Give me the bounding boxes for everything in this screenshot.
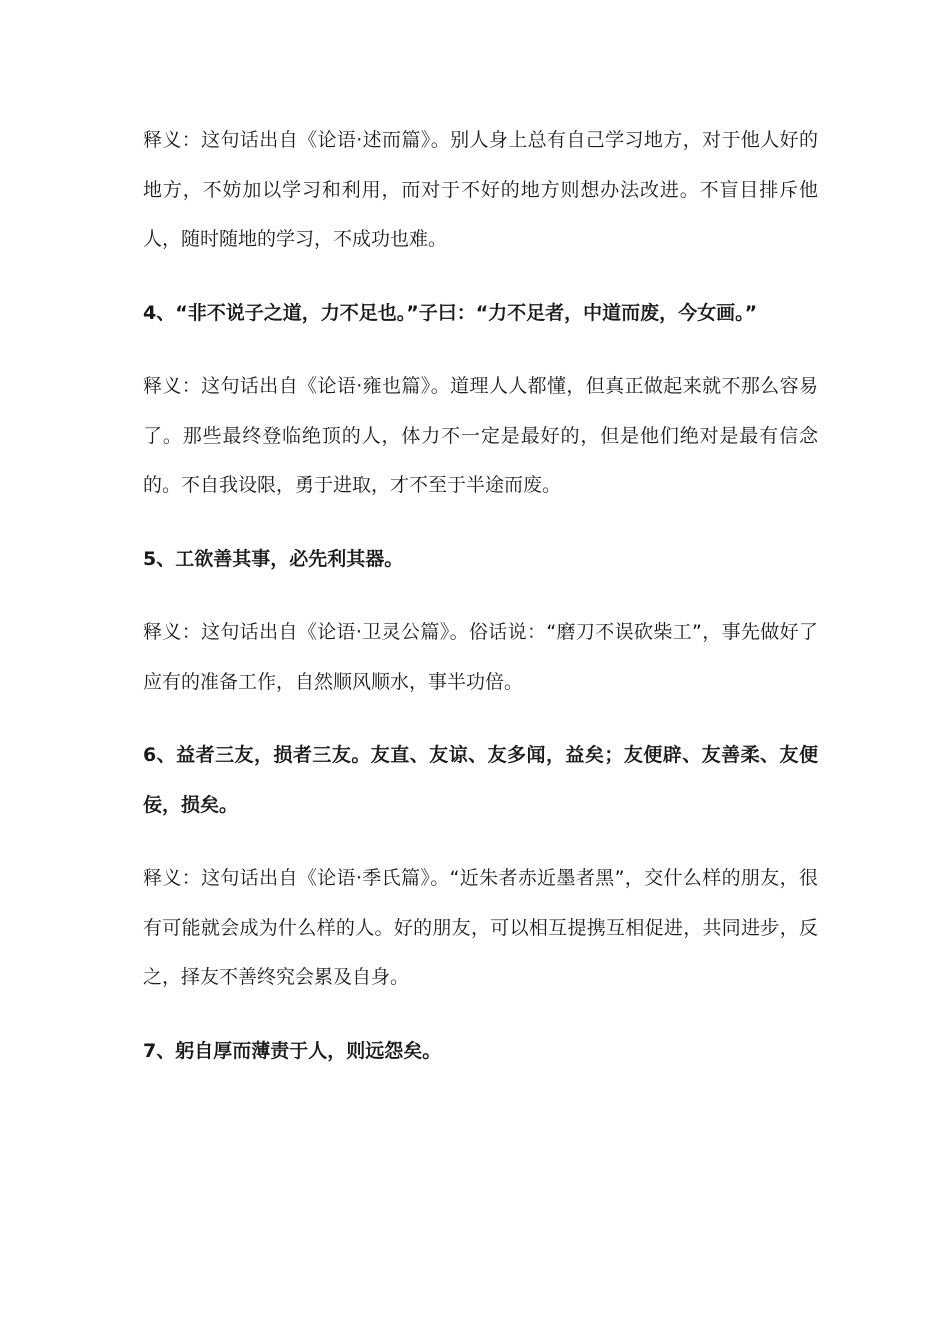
explanation-paragraph-4: 释义：这句话出自《论语·雍也篇》。道理人人都懂，但真正做起来就不那么容易了。那些最终登临绝顶的人，体力不一定是最好的，但是他们绝对是最有信念的。不自我设限，勇于进取，才不至于半途而废。 xyxy=(143,375,818,496)
explanation-paragraph-5: 释义：这句话出自《论语·卫灵公篇》。俗话说：“磨刀不误砍柴工”，事先做好了应有的准备工作，自然顺风顺水，事半功倍。 xyxy=(143,621,818,693)
explanation-paragraph-6: 释义：这句话出自《论语·季氏篇》。“近朱者赤近墨者黑”，交什么样的朋友，很有可能就会成为什么样的人。好的朋友，可以相互提携互相促进，共同进步，反之，择友不善终究会累及自身。 xyxy=(143,867,818,988)
quote-heading-7: 7、躬自厚而薄责于人，则远怨矣。 xyxy=(143,1039,442,1062)
quote-heading-5: 5、工欲善其事，必先利其器。 xyxy=(143,547,404,570)
quote-heading-4: 4、“非不说子之道，力不足也。”子曰：“力不足者，中道而废，今女画。” xyxy=(143,301,758,324)
quote-heading-6: 6、益者三友，损者三友。友直、友谅、友多闻，益矣；友便辟、友善柔、友便佞，损矣。 xyxy=(143,744,818,816)
document-page xyxy=(143,116,818,1100)
explanation-paragraph-1: 释义：这句话出自《论语·述而篇》。别人身上总有自己学习地方，对于他人好的地方，不妨加以学习和利用，而对于不好的地方则想办法改进。不盲目排斥他人，随时随地的学习，不成功也难。 xyxy=(143,129,818,250)
